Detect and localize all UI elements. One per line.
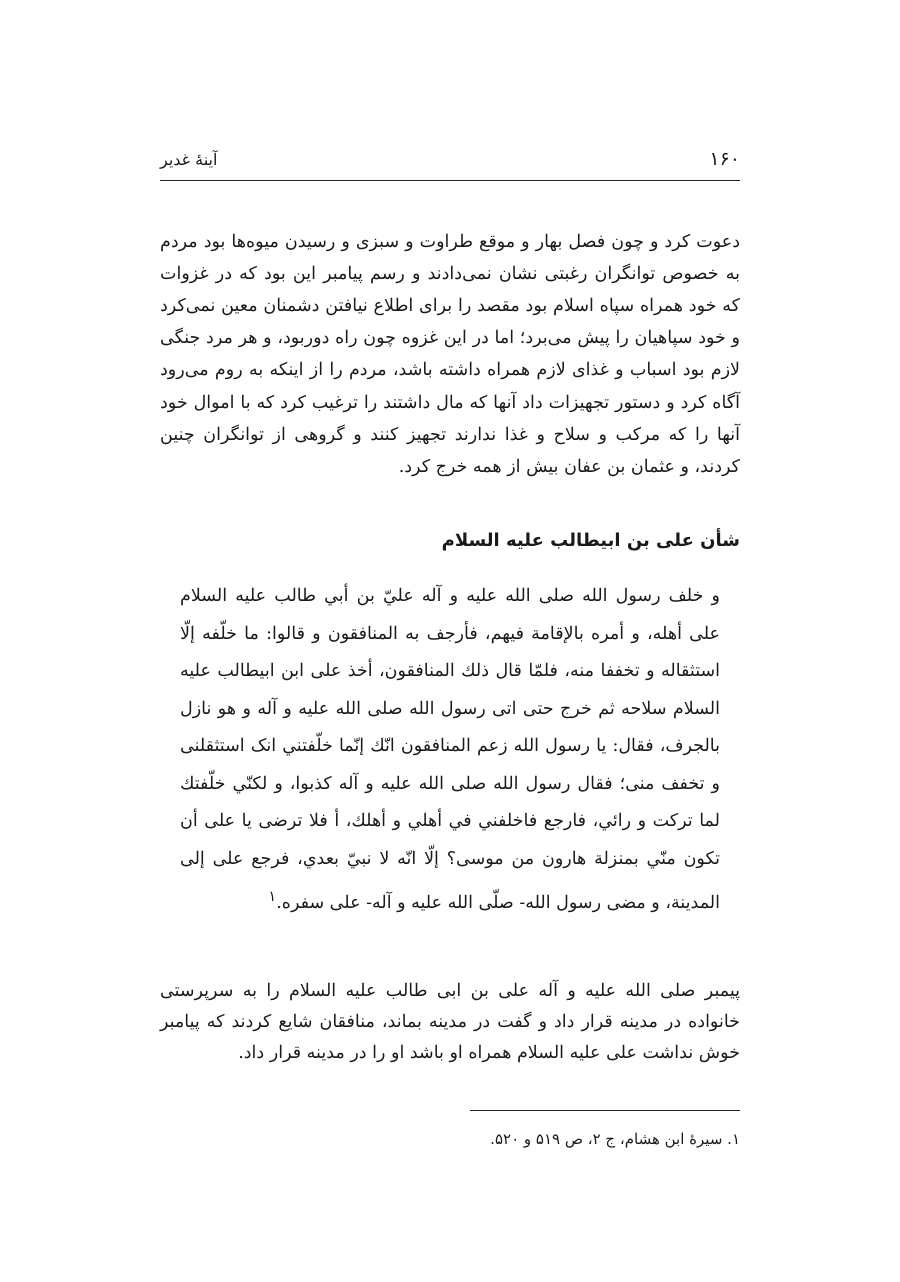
- page-number: ۱۶۰: [709, 148, 740, 170]
- footnote-divider: [470, 1110, 740, 1111]
- page-header: [160, 148, 740, 176]
- footnote-reference: ۱: [268, 888, 277, 905]
- footnote: ۱. سیرهٔ ابن هشام، ج ۲، ص ۵۱۹ و ۵۲۰.: [490, 1130, 740, 1148]
- section-heading: شأن علی بن ابیطالب علیه السلام: [441, 530, 740, 551]
- header-divider: [160, 180, 740, 181]
- body-paragraph-1: دعوت کرد و چون فصل بهار و موقع طراوت و سبزی و رسیدن میوه‌ها بود مردم به خصوص توانگران رغبتی نشان نمی‌دادند و رسم پیامبر این بود که در غزوات که خود همراه سپاه اسلام بود مقصد را برای اطلاع نیافتن دشمنان معین نمی‌کرد و خود سپاهیان را پیش می‌برد؛ اما در این غزوه چون راه دوربود، و هر مرد جنگی لازم بود اسباب و غذای لازم همراه داشته باشد، مردم را از اینکه به روم می‌رود آگاه کرد و دستور تجهیزات داد آنها که مال داشتند را ترغیب کرد که با اموال خود آنها را که مرکب و سلاح و غذا ندارند تجهیز کنند و گروهی از توانگران چنین کردند، و عثمان بن عفان بیش از همه خرج کرد.: [160, 231, 740, 477]
- arabic-quote: [180, 578, 720, 922]
- body-paragraph-2: پیمبر صلی الله علیه و آله علی بن ابی طالب علیه السلام را به سرپرستی خانواده در مدینه قرار داد و گفت در مدینه بماند، منافقان شایع کردند که پیامبر خوش نداشت علی علیه السلام همراه او باشد او را در مدینه قرار داد.: [160, 980, 740, 1063]
- running-title: آینهٔ غدیر: [160, 150, 218, 169]
- arabic-quote-text: و خلف رسول الله صلی الله علیه و آله عليّ بن أبي طالب علیه السلام على أهله، و أمره بالإقامة فيهم، فأرجف به المنافقون و قالوا: ما خلّفه إلّا استثقاله و تخففا منه، فلمّا قال ذلك المنافقون، أخذ على ابن ابيطالب علیه السلام سلاحه ثم خرج حتى اتى رسول الله صلی الله علیه و آله و هو نازل بالجرف، فقال: يا رسول الله زعم المنافقون انّك إنّما خلّفتني انک استثقلنی و تخفف منی؛ فقال رسول الله صلی الله علیه و آله كذبوا، و لكنّي خلّفتك لما تركت و رائي، فارجع فاخلفني في أهلي و أهلك، أ فلا ترضى يا على أن تكون منّي بمنزلة هارون من موسى؟ إلّا انّه لا نبيّ بعدي، فرجع على إلى المدينة، و مضى رسول الله- صلّى الله عليه و آله- على سفره.: [180, 586, 720, 913]
